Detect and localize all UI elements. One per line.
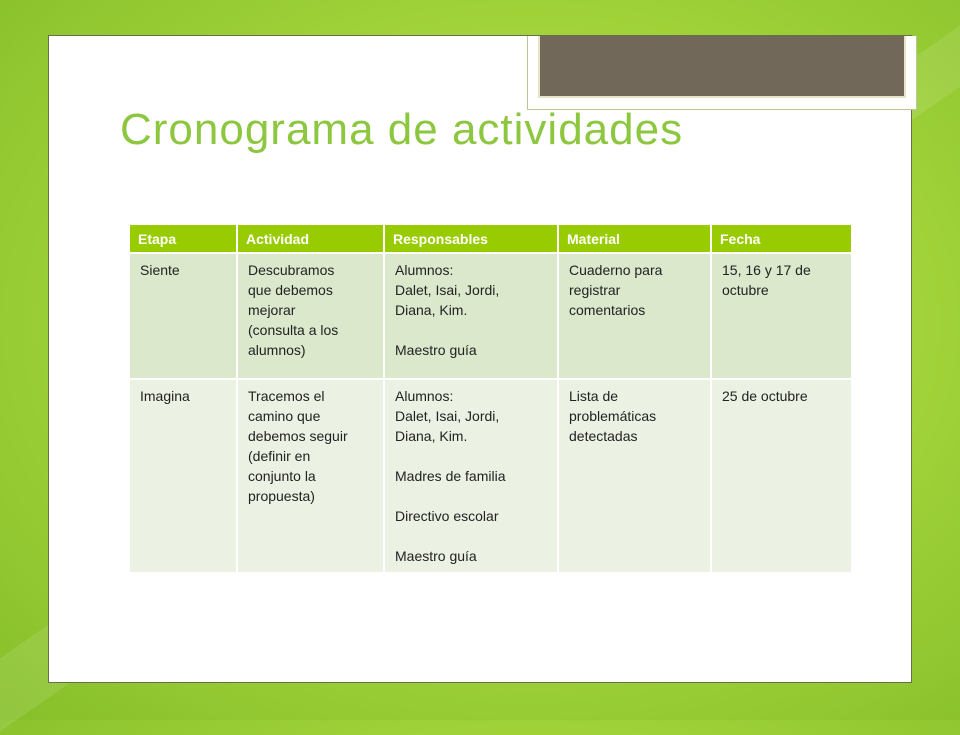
column-header-etapa: Etapa <box>130 225 237 253</box>
cell-material <box>558 253 711 379</box>
cell-line: (definir en <box>248 448 311 464</box>
cell-line: problemáticas <box>569 408 657 424</box>
cell-etapa <box>130 379 237 572</box>
column-header-responsables: Responsables <box>384 225 558 253</box>
cell-line: registrar <box>569 282 621 298</box>
cell-line: Alumnos: <box>395 262 454 278</box>
cell-line: Tracemos el <box>248 388 325 404</box>
cell-line: octubre <box>722 282 769 298</box>
cell-line: 25 de octubre <box>722 388 808 404</box>
cell-fecha <box>711 253 851 379</box>
column-header-fecha: Fecha <box>711 225 851 253</box>
cell-actividad <box>237 379 384 572</box>
cell-line: Lista de <box>569 388 619 404</box>
cell-responsables <box>384 253 558 379</box>
cell-line-spacer <box>395 446 549 466</box>
cell-line: detectadas <box>569 428 638 444</box>
cell-line: Alumnos: <box>395 388 454 404</box>
cell-line-spacer <box>395 320 549 340</box>
cell-line: conjunto la <box>248 468 316 484</box>
cell-line: 15, 16 y 17 de <box>722 262 811 278</box>
cell-line: que debemos <box>248 282 333 298</box>
cell-line-spacer <box>395 486 549 506</box>
table-header-row <box>130 225 851 253</box>
column-header-material: Material <box>558 225 711 253</box>
cell-line: camino que <box>248 408 321 424</box>
cell-line: Dalet, Isai, Jordi, <box>395 282 500 298</box>
slide-header-tab-fill <box>538 36 906 98</box>
table-row <box>130 253 851 379</box>
cell-line: debemos seguir <box>248 428 348 444</box>
cell-line: Diana, Kim. <box>395 428 468 444</box>
cell-line: Cuaderno para <box>569 262 663 278</box>
cell-fecha <box>711 379 851 572</box>
cell-line: Descubramos <box>248 262 335 278</box>
schedule-table <box>130 225 851 572</box>
cell-line: (consulta a los <box>248 322 339 338</box>
cell-material <box>558 379 711 572</box>
cell-line: Madres de familia <box>395 468 506 484</box>
cell-responsables <box>384 379 558 572</box>
cell-text: Imagina <box>140 388 190 404</box>
cell-line: Diana, Kim. <box>395 302 468 318</box>
cell-text: Siente <box>140 262 180 278</box>
cell-actividad <box>237 253 384 379</box>
cell-etapa <box>130 253 237 379</box>
cell-line: mejorar <box>248 302 296 318</box>
cell-line-spacer <box>395 526 549 546</box>
cell-line: comentarios <box>569 302 646 318</box>
cell-line: propuesta) <box>248 488 315 504</box>
cell-line: Maestro guía <box>395 548 477 564</box>
cell-line: Dalet, Isai, Jordi, <box>395 408 500 424</box>
slide-header-tab <box>527 36 917 110</box>
cell-line: Maestro guía <box>395 342 477 358</box>
column-header-actividad: Actividad <box>237 225 384 253</box>
cell-line: Directivo escolar <box>395 508 499 524</box>
cell-line: alumnos) <box>248 342 306 358</box>
page-title: Cronograma de actividades <box>120 105 684 154</box>
table-row <box>130 379 851 572</box>
